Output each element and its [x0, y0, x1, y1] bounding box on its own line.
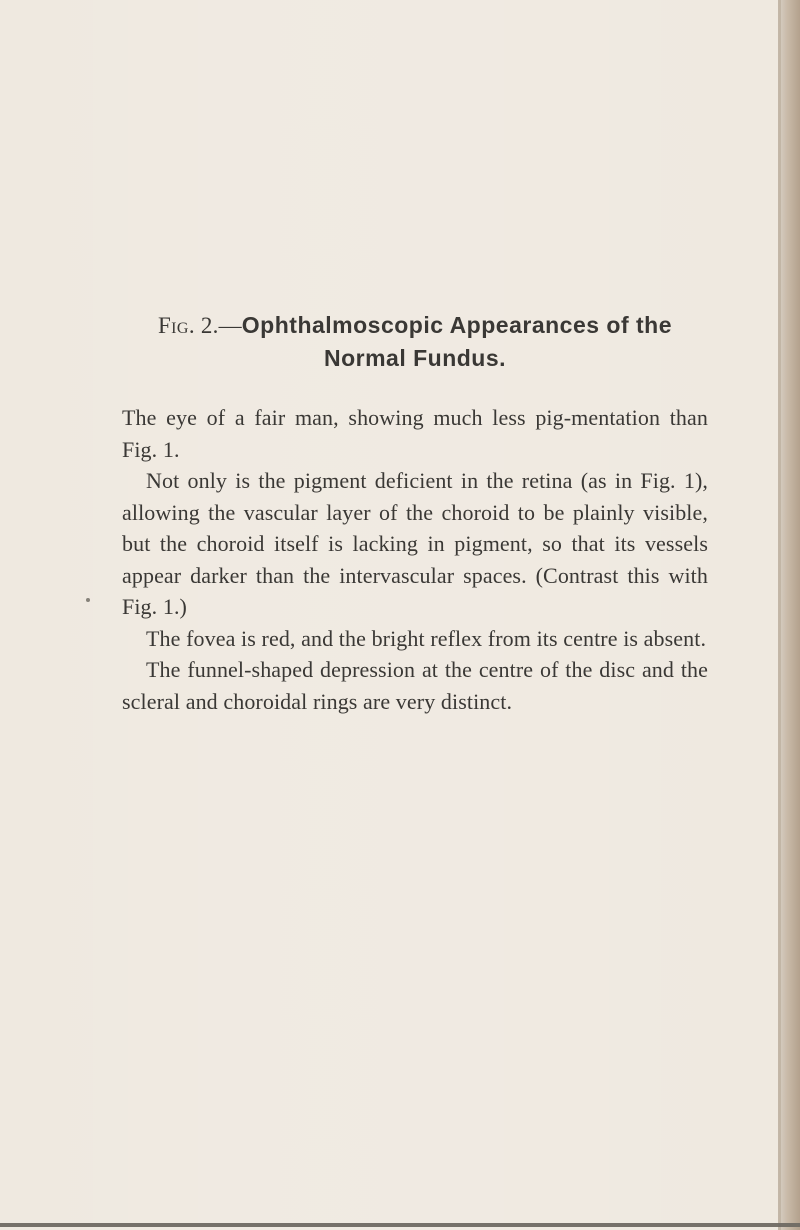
figure-dash: —	[218, 313, 242, 338]
print-mark	[86, 598, 90, 602]
paragraph-1: The eye of a fair man, showing much less pig-mentation than Fig. 1.	[122, 405, 708, 462]
figure-description	[122, 402, 708, 717]
page-edge	[778, 0, 800, 1230]
figure-heading	[122, 309, 708, 375]
bottom-rule	[0, 1223, 800, 1227]
paragraph-2: Not only is the pigment deficient in the retina (as in Fig. 1), allowing the vascular layer of the choroid to be plainly visible, but the choroid itself is lacking in pigment, so that its vessels appear darker than the intervascular spaces. (Contrast this with Fig. 1.)	[122, 468, 708, 619]
figure-title: Ophthalmoscopic Appearances of the Normal Fundus.	[241, 312, 673, 371]
paragraph-4: The funnel-shaped depression at the centre of the disc and the scleral and choroidal rings are very distinct.	[122, 657, 708, 714]
document-content	[122, 309, 708, 717]
figure-number: 2.	[194, 313, 219, 338]
paragraph-3: The fovea is red, and the bright reflex from its centre is absent.	[146, 625, 707, 651]
figure-prefix: Fig.	[157, 313, 195, 338]
